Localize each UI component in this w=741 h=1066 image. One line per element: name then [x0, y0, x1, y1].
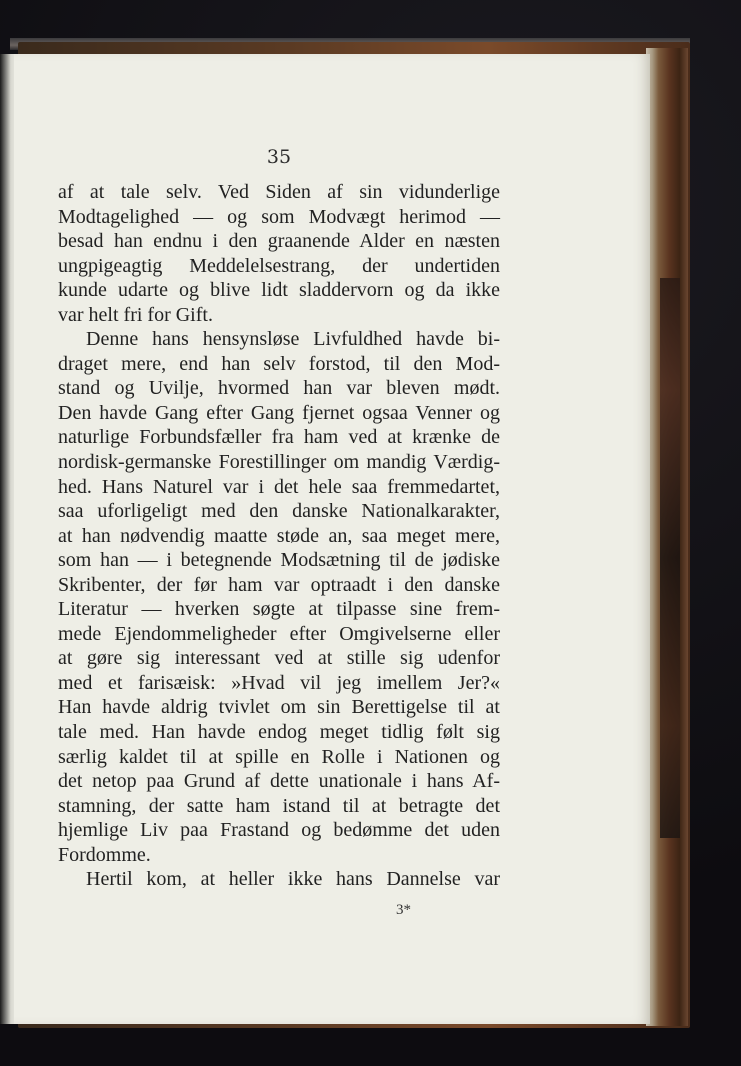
text-line: ungpigeagtig Meddelelsestrang, der undertiden: [58, 254, 500, 277]
text-line: Hertil kom, at heller ikke hans Dannelse var: [86, 868, 500, 891]
text-line: at han nødvendig maatte støde an, saa meget mere,: [58, 524, 500, 547]
text-line: Fordomme.: [58, 843, 151, 866]
text-line: kunde udarte og blive lidt sladdervorn og da ikke: [58, 279, 500, 302]
text-line: saa uforligeligt med den danske Nationalkarakter,: [58, 500, 500, 523]
text-line: Denne hans hensynsløse Livfuldhed havde bi-: [86, 328, 500, 351]
text-line: naturlige Forbundsfæller fra ham ved at krænke de: [58, 426, 500, 449]
text-line: at gøre sig interessant ved at stille sig udenfor: [58, 647, 500, 670]
text-line: hed. Hans Naturel var i det hele saa fremmedartet,: [58, 475, 500, 498]
text-line: særlig kaldet til at spille en Rolle i Nationen og: [58, 745, 500, 768]
text-line: nordisk-germanske Forestillinger om mandig Værdig-: [58, 451, 500, 474]
text-line: var helt fri for Gift.: [58, 303, 213, 326]
body-text: [58, 180, 500, 892]
text-line: med et farisæisk: »Hvad vil jeg imellem Jer?«: [58, 671, 500, 694]
text-line: det netop paa Grund af dette unationale i hans Af-: [58, 770, 500, 793]
text-line: Den havde Gang efter Gang fjernet ogsaa Venner og: [58, 401, 500, 424]
text-line: mede Ejendommeligheder efter Omgivelserne eller: [58, 622, 500, 645]
text-line: som han — i betegnende Modsætning til de jødiske: [58, 549, 500, 572]
page-number: 35: [266, 146, 292, 168]
text-line: stamning, der satte ham istand til at betragte det: [58, 794, 500, 817]
text-line: draget mere, end han selv forstod, til den Mod-: [58, 352, 500, 375]
text-line: Modtagelighed — og som Modvægt herimod —: [58, 205, 500, 228]
text-line: stand og Uvilje, hvormed han var bleven mødt.: [58, 377, 500, 400]
text-line: af at tale selv. Ved Siden af sin vidunderlige: [58, 181, 500, 203]
text-line: tale med. Han havde endog meget tidlig følt sig: [58, 721, 500, 744]
text-line: Skribenter, der før ham var optraadt i den danske: [58, 573, 500, 596]
book-spine: [646, 48, 688, 1026]
text-line: besad han endnu i den graanende Alder en næsten: [58, 230, 500, 253]
text-line: hjemlige Liv paa Frastand og bedømme det uden: [58, 819, 500, 842]
signature-mark: 3*: [396, 902, 411, 918]
text-line: Han havde aldrig tvivlet om sin Berettigelse til at: [58, 696, 500, 719]
text-line: Literatur — hverken søgte at tilpasse sine frem-: [58, 598, 500, 621]
